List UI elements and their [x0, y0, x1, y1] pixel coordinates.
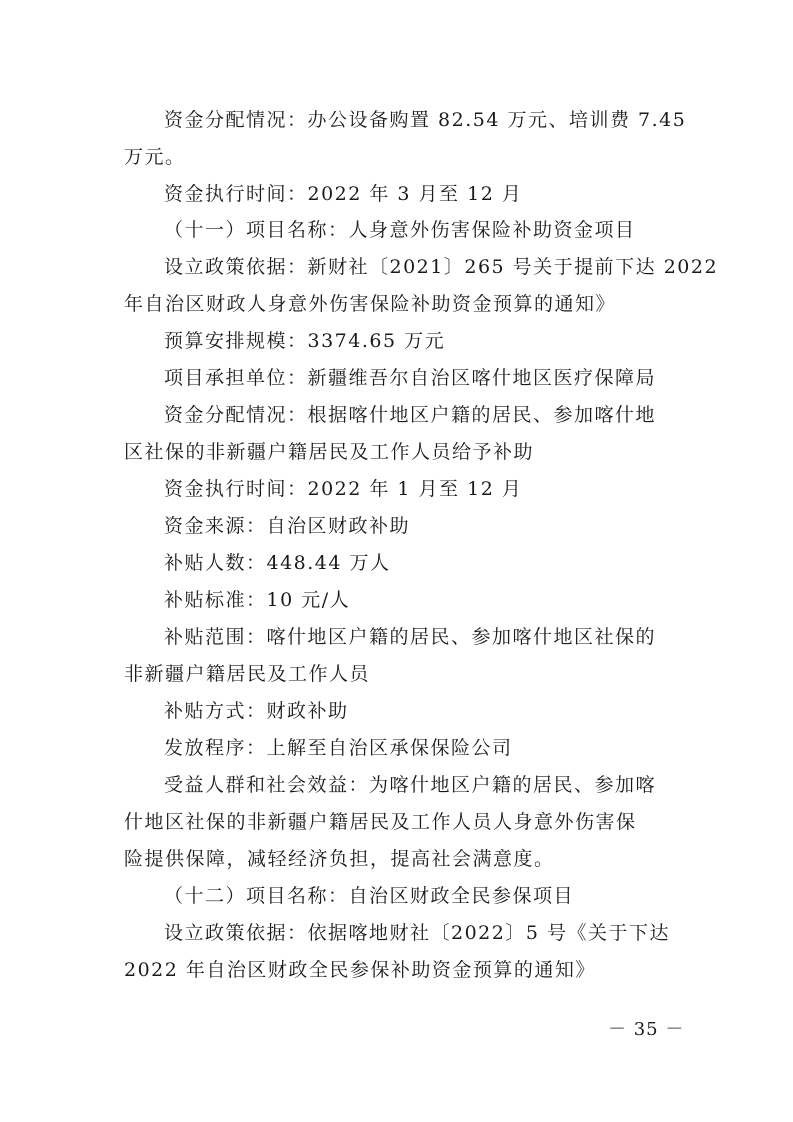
text-line: 补贴方式：财政补助 [164, 700, 349, 722]
text-line: 补贴人数：448.44 万人 [164, 552, 391, 574]
page-number: － 35 － [608, 1019, 685, 1040]
text-line: 设立政策依据：依据喀地财社〔2022〕5 号《关于下达 [164, 922, 670, 944]
section-heading: （十二）项目名称：自治区财政全民参保项目 [164, 885, 575, 907]
section-heading: （十一）项目名称：人身意外伤害保险补助资金项目 [164, 219, 636, 241]
text-line: 发放程序：上解至自治区承保保险公司 [164, 737, 513, 759]
text-line: 资金分配情况：办公设备购置 82.54 万元、培训费 7.45 [164, 109, 687, 131]
text-line: 受益人群和社会效益：为喀什地区户籍的居民、参加喀 [164, 774, 657, 796]
text-line: 设立政策依据：新财社〔2021〕265 号关于提前下达 2022 [164, 256, 719, 278]
text-line: 非新疆户籍居民及工作人员 [124, 663, 371, 685]
text-line: 2022 年自治区财政全民参保补助资金预算的通知》 [124, 959, 596, 981]
text-line: 区社保的非新疆户籍居民及工作人员给予补助 [124, 441, 535, 463]
text-line: 险提供保障，减轻经济负担，提高社会满意度。 [124, 848, 555, 870]
text-line: 补贴标准：10 元/人 [164, 589, 351, 611]
text-line: 资金来源：自治区财政补助 [164, 515, 411, 537]
text-line: 预算安排规模：3374.65 万元 [164, 330, 446, 352]
text-line: 资金执行时间：2022 年 1 月至 12 月 [164, 478, 523, 500]
text-line: 资金分配情况：根据喀什地区户籍的居民、参加喀什地 [164, 404, 657, 426]
text-line: 资金执行时间：2022 年 3 月至 12 月 [164, 183, 523, 205]
text-line: 补贴范围：喀什地区户籍的居民、参加喀什地区社保的 [164, 626, 657, 648]
text-line: 年自治区财政人身意外伤害保险补助资金预算的通知》 [124, 293, 617, 315]
text-line: 什地区社保的非新疆户籍居民及工作人员人身意外伤害保 [124, 811, 637, 833]
text-line: 项目承担单位：新疆维吾尔自治区喀什地区医疗保障局 [164, 367, 657, 389]
text-line: 万元。 [124, 146, 186, 168]
